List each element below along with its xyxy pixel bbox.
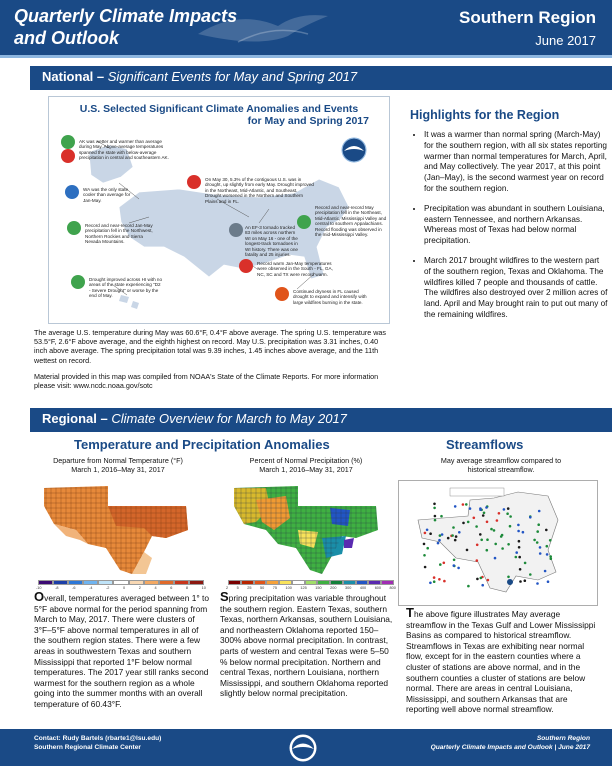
- station-dot: [486, 521, 489, 524]
- station-dot: [544, 570, 547, 573]
- station-dot: [441, 533, 444, 536]
- legend-tick: 50: [260, 586, 265, 590]
- national-source-note: Material provided in this map was compiled from NOAA's State of the Climate Reports. For more information please visit: www.ncdc.noaa.gov/sotc: [34, 372, 379, 391]
- station-dot: [529, 573, 532, 576]
- streamflows-title: Streamflows: [446, 437, 524, 452]
- map-annotation: WA was the only state cooler than average for Jan-May.: [83, 187, 131, 203]
- station-dot: [434, 515, 437, 518]
- map-annotation: Record and near-record Jan-May precipitation fell in the Northwest, Northern Rockies and Sierra Nevada Mountains.: [85, 223, 153, 245]
- station-dot: [423, 543, 426, 546]
- legend-swatch: [53, 580, 68, 585]
- drought-improve-icon: [71, 275, 85, 289]
- station-dot: [519, 580, 522, 583]
- legend-tick: 600: [374, 586, 382, 590]
- station-dot: [517, 524, 520, 527]
- station-dot: [507, 543, 510, 546]
- station-dot: [465, 503, 468, 506]
- noaa-footer-logo-icon: [288, 733, 318, 763]
- station-dot: [515, 551, 518, 554]
- station-dot: [536, 530, 539, 533]
- header-stripe: [0, 55, 612, 58]
- legend-tick: 75: [272, 586, 278, 590]
- wildfire-icon: [275, 287, 289, 301]
- station-dot: [423, 554, 426, 557]
- legend-tick: 5: [236, 586, 239, 590]
- national-band-bold: National –: [42, 69, 105, 84]
- legend-swatch: [113, 580, 128, 585]
- page-footer: [0, 729, 612, 766]
- map-annotation: AK was wetter and warmer than average during May. Above-average temperatures spanned the state with below-average precipitation in central and southeastern AK.: [79, 139, 169, 161]
- temp-caption-line-1: Departure from Normal Temperature (°F): [53, 456, 183, 465]
- drought-icon: [187, 175, 201, 189]
- legend-swatch: [189, 580, 204, 585]
- map-annotation: Record and near-record May precipitation fell in the Northeast, Mid-Atlantic, Mississippi Valley and central to southern Appalachians. Record flooding was observed in the mid-Mississippi Valley.: [315, 205, 387, 238]
- streamflows-caption-line-1: May average streamflow compared to: [440, 456, 562, 465]
- temperature-anomaly-map: [36, 478, 204, 578]
- bird-logo-icon: [178, 4, 348, 54]
- legend-tick: 300: [344, 586, 352, 590]
- station-dot: [454, 505, 457, 508]
- station-dot: [486, 549, 489, 552]
- legend-tick: 25: [247, 586, 252, 590]
- station-dot: [496, 519, 499, 522]
- station-dot: [524, 579, 527, 582]
- station-dot: [424, 566, 427, 569]
- legend-swatch: [368, 580, 381, 585]
- legend-swatch: [144, 580, 159, 585]
- highlights-list: [410, 130, 608, 330]
- precip-caption-line-2: March 1, 2016–May 31, 2017: [259, 465, 353, 474]
- station-dot: [443, 562, 446, 565]
- station-dot: [429, 532, 432, 535]
- station-dot: [547, 580, 550, 583]
- title-line-2: and Outlook: [14, 28, 119, 48]
- station-dot: [483, 512, 486, 515]
- national-section-band: [30, 66, 612, 90]
- station-dot: [519, 568, 522, 571]
- station-dot: [533, 539, 536, 542]
- map-annotation: Record warm Jan-May temperatures were observed in the South - FL, GA, NC, SC and TX were record warm.: [257, 261, 333, 277]
- station-dot: [517, 530, 520, 533]
- station-dot: [538, 510, 541, 513]
- legend-swatch: [129, 580, 144, 585]
- station-dot: [549, 539, 552, 542]
- map-annotation: On May 30, 5.3% of the contiguous U.S. was in drought, up slightly from early May. Drought improved in the Northeast, Mid-Atlantic, and Southeast. Drought worsened in the Northern and Southern Plains and in FL.: [205, 177, 314, 204]
- station-dot: [439, 534, 442, 537]
- legend-tick: -2: [106, 586, 110, 590]
- legend-tick: 2: [226, 586, 229, 590]
- highlight-item: • March 2017 brought wildfires to the western part of the southern region, Texas and Oklahoma. The wildfires killed 7 people and thousands of cattle. The wildfires also destroyed over 2 million acres of land. April and May brought rain to put out many of the remaining wildfires.: [424, 256, 608, 321]
- legend-swatch: [305, 580, 318, 585]
- legend-swatch: [83, 580, 98, 585]
- legend-swatch: [381, 580, 394, 585]
- streamflow-map: [398, 480, 598, 606]
- station-dot: [454, 539, 457, 542]
- regional-section-band: [30, 408, 612, 432]
- station-dot: [539, 546, 542, 549]
- legend-swatch: [38, 580, 53, 585]
- station-dot: [480, 577, 483, 580]
- station-dot: [494, 557, 497, 560]
- legend-swatch: [68, 580, 83, 585]
- station-dot: [515, 556, 518, 559]
- station-dot: [437, 542, 440, 545]
- page-header: [0, 0, 612, 58]
- small-noaa-icon: [507, 579, 513, 585]
- legend-tick: 200: [330, 586, 337, 590]
- streamflows-summary-text: he above figure illustrates May average streamflow in the Texas Gulf and Lower Mississippi Basins as compared to historical streamflow. Streamflows in Texas are exhibiting near normal flow, except for in the eastern counties where a cluster of stations are above normal, and in the southern counties a cluster of stations are below normal. There are areas in central Louisiana, Mississippi, and southern Arkansas that are reporting well above normal streamflow.: [406, 609, 596, 715]
- contact-line: Contact: Rudy Bartels (rbarte1@lsu.edu): [34, 735, 162, 742]
- streamflows-summary: [406, 605, 596, 715]
- legend-tick: -6: [72, 586, 76, 590]
- station-dot: [486, 538, 489, 541]
- legend-tick: 6: [170, 586, 173, 590]
- station-dot: [433, 576, 436, 579]
- legend-tick: 800: [389, 586, 396, 590]
- station-dot: [482, 514, 485, 517]
- regional-band-bold: Regional –: [42, 411, 108, 426]
- center-line: Southern Regional Climate Center: [34, 744, 141, 751]
- station-dot: [503, 508, 506, 511]
- station-dot: [518, 556, 521, 559]
- legend-swatch: [317, 580, 330, 585]
- temperature-legend-bar: [38, 580, 204, 585]
- station-dot: [467, 521, 470, 524]
- station-dot: [479, 533, 482, 536]
- footer-publication: Quarterly Climate Impacts and Outlook | June 2017: [430, 744, 590, 751]
- map-annotation: Drought improved across HI with no areas of the state experiencing "D2 - Severe Drought" or worse by the end of May.: [89, 277, 163, 299]
- station-dot: [433, 580, 436, 583]
- station-dot: [550, 557, 553, 560]
- station-dot: [429, 582, 432, 585]
- station-dot: [480, 539, 483, 542]
- station-dot: [476, 544, 479, 547]
- map-title: U.S. Selected Significant Climate Anomalies and Events: [79, 103, 359, 115]
- wet-icon: [61, 135, 75, 149]
- legend-swatch: [266, 580, 279, 585]
- legend-swatch: [330, 580, 343, 585]
- anomalies-title: Temperature and Precipitation Anomalies: [74, 437, 330, 452]
- legend-tick: 8: [185, 586, 189, 590]
- station-dot: [546, 545, 549, 548]
- national-summary: The average U.S. temperature during May was 60.6°F, 0.4°F above average. The spring U.S. temperature was 53.5°F, 2.6°F above average, and the eighth highest on record. May U.S. precipitation was 3.31 inches, 0.40 inch above average. The spring precipitation total was 9.39 inches, 1.45 inches above average, and the 11th wettest on record.: [34, 328, 386, 365]
- legend-swatch: [159, 580, 174, 585]
- legend-swatch: [356, 580, 369, 585]
- legend-swatch: [98, 580, 113, 585]
- national-band-italic: Significant Events for May and Spring 2017: [107, 69, 358, 84]
- station-dot: [518, 540, 521, 543]
- station-dot: [462, 503, 465, 506]
- legend-swatch: [254, 580, 267, 585]
- region-name: Southern Region: [459, 8, 596, 27]
- temp-caption-line-2: March 1, 2016–May 31, 2017: [71, 465, 165, 474]
- station-dot: [506, 512, 509, 515]
- legend-tick: 100: [285, 586, 292, 590]
- wet-icon: [67, 221, 81, 235]
- station-dot: [524, 562, 527, 565]
- station-dot: [485, 506, 488, 509]
- precip-caption-line-1: Percent of Normal Precipitation (%): [249, 456, 363, 465]
- station-dot: [501, 534, 504, 537]
- station-dot: [498, 512, 501, 515]
- station-dot: [443, 580, 446, 583]
- precipitation-summary: [220, 589, 398, 699]
- highlight-item: • It was a warmer than normal spring (March-May) for the southern region, with all six states reporting warmer than normal temperatures for March, April, and May collectively. The year 2017, at this point (Jan–May), is the second warmest year on record for the southern region.: [424, 130, 608, 195]
- precipitation-legend-ticks: [226, 586, 396, 590]
- legend-tick: 2: [138, 586, 141, 590]
- station-dot: [509, 525, 512, 528]
- streamflows-caption-line-2: historical streamflow.: [467, 465, 535, 474]
- station-dot: [438, 578, 441, 581]
- station-dot: [539, 552, 542, 555]
- precipitation-anomaly-map: [226, 478, 394, 578]
- station-dot: [546, 553, 549, 556]
- temp-caption: [28, 456, 208, 474]
- highlights-title: Highlights for the Region: [410, 108, 560, 122]
- legend-tick: -4: [89, 586, 93, 590]
- station-dot: [424, 532, 427, 535]
- station-dot: [433, 507, 436, 510]
- temperature-summary-text: verall, temperatures averaged between 1° to 5°F above normal for the period spanning from March to May, 2017. There were clusters of 3°F–5°F above normal temperatures in all of the southern region states. There were a few areas in southwestern Texas and southern Mississippi that reported 1°F below normal temperatures. The 2017 year still ranks second warmest for the southern region as a whole going into the summer months with an overall temperature of 60.43°F.: [34, 593, 210, 709]
- dropcap: T: [406, 605, 414, 620]
- station-dot: [438, 539, 441, 542]
- map-annotation: An EF-3 tornado tracked 83 miles across northern WI on May 16 - one of the longest-track tornadoes in WI history. There was one fatality and 25 injuries.: [245, 225, 298, 258]
- dropcap: S: [220, 589, 229, 604]
- station-dot: [452, 526, 455, 529]
- station-dot: [537, 523, 540, 526]
- station-dot: [487, 579, 490, 582]
- precipitation-legend-bar: [228, 580, 394, 585]
- cool-icon: [65, 185, 79, 199]
- noaa-logo-icon: [341, 137, 367, 163]
- station-dot: [469, 507, 472, 510]
- station-dot: [466, 549, 469, 552]
- legend-box: [450, 488, 504, 496]
- station-dot: [507, 507, 510, 510]
- tornado-icon: [229, 223, 243, 237]
- legend-tick: -10: [36, 586, 42, 590]
- temperature-legend-ticks: [36, 586, 206, 590]
- precipitation-summary-text: pring precipitation was variable throughout the southern region. Eastern Texas, southern Texas, northern Arkansas, southern Louisiana, and northeastern Oklahoma reported 150–300% above normal precipitation. In contrast, parts of western and central Texas were 5–50 % below normal precipitation. Northern and central Texas, northern Louisiana, northern Mississippi, and southern Oklahoma reported slightly below normal precipitation.: [220, 593, 393, 699]
- station-dot: [457, 567, 460, 570]
- legend-tick: 125: [300, 586, 307, 590]
- station-dot: [440, 515, 443, 518]
- station-dot: [475, 525, 478, 528]
- station-dot: [453, 559, 456, 562]
- legend-swatch: [343, 580, 356, 585]
- station-dot: [518, 546, 521, 549]
- station-dot: [455, 535, 458, 538]
- station-dot: [509, 515, 512, 518]
- station-dot: [447, 537, 450, 540]
- warm-icon: [61, 149, 75, 163]
- station-dot: [536, 582, 539, 585]
- station-dot: [545, 529, 548, 532]
- station-dot: [426, 529, 429, 532]
- title-line-1: Quarterly Climate Impacts: [14, 6, 238, 26]
- station-dot: [479, 507, 482, 510]
- station-dot: [529, 516, 532, 519]
- highlight-item: • Precipitation was abundant in southern Louisiana, eastern Tennessee, and northern Arkansas. Whereas most of Texas had below normal precipitation.: [424, 204, 608, 247]
- station-dot: [473, 517, 476, 520]
- legend-swatch: [228, 580, 241, 585]
- legend-tick: 400: [359, 586, 367, 590]
- warm-icon: [239, 259, 253, 273]
- station-dot: [453, 564, 456, 567]
- station-dot: [493, 529, 496, 532]
- temperature-summary: [34, 589, 212, 710]
- dropcap: O: [34, 589, 45, 604]
- legend-tick: 150: [315, 586, 322, 590]
- map-annotation: Continued dryness in FL caused drought to expand and intensify with large wildfires burning in the state.: [293, 289, 367, 305]
- station-dot: [494, 543, 497, 546]
- legend-tick: -8: [55, 586, 59, 590]
- station-dot: [426, 547, 429, 550]
- footer-region: Southern Region: [536, 735, 590, 742]
- station-dot: [522, 531, 525, 534]
- legend-swatch: [279, 580, 292, 585]
- legend-tick: 10: [201, 586, 206, 590]
- legend-swatch: [241, 580, 254, 585]
- station-dot: [536, 541, 539, 544]
- station-dot: [490, 528, 493, 531]
- station-dot: [476, 578, 479, 581]
- station-dot: [507, 576, 510, 579]
- precip-caption: [216, 456, 396, 474]
- station-dot: [501, 547, 504, 550]
- station-dot: [476, 559, 479, 562]
- legend-swatch: [292, 580, 305, 585]
- station-dot: [467, 585, 470, 588]
- map-subtitle: for May and Spring 2017: [247, 115, 369, 127]
- station-dot: [439, 563, 442, 566]
- issue-date: June 2017: [535, 33, 596, 48]
- streamflows-caption: [406, 456, 596, 474]
- station-dot: [481, 584, 484, 587]
- station-dot: [433, 503, 436, 506]
- footer-right: [431, 734, 590, 752]
- station-dot: [458, 531, 461, 534]
- footer-contact: [34, 734, 161, 752]
- station-dot: [462, 522, 465, 525]
- station-dot: [451, 534, 454, 537]
- legend-tick: 4: [154, 586, 157, 590]
- legend-tick: 0: [123, 586, 126, 590]
- us-anomalies-map: [48, 96, 390, 324]
- regional-band-italic: Climate Overview for March to May 2017: [111, 411, 347, 426]
- legend-swatch: [174, 580, 189, 585]
- station-dot: [434, 519, 437, 522]
